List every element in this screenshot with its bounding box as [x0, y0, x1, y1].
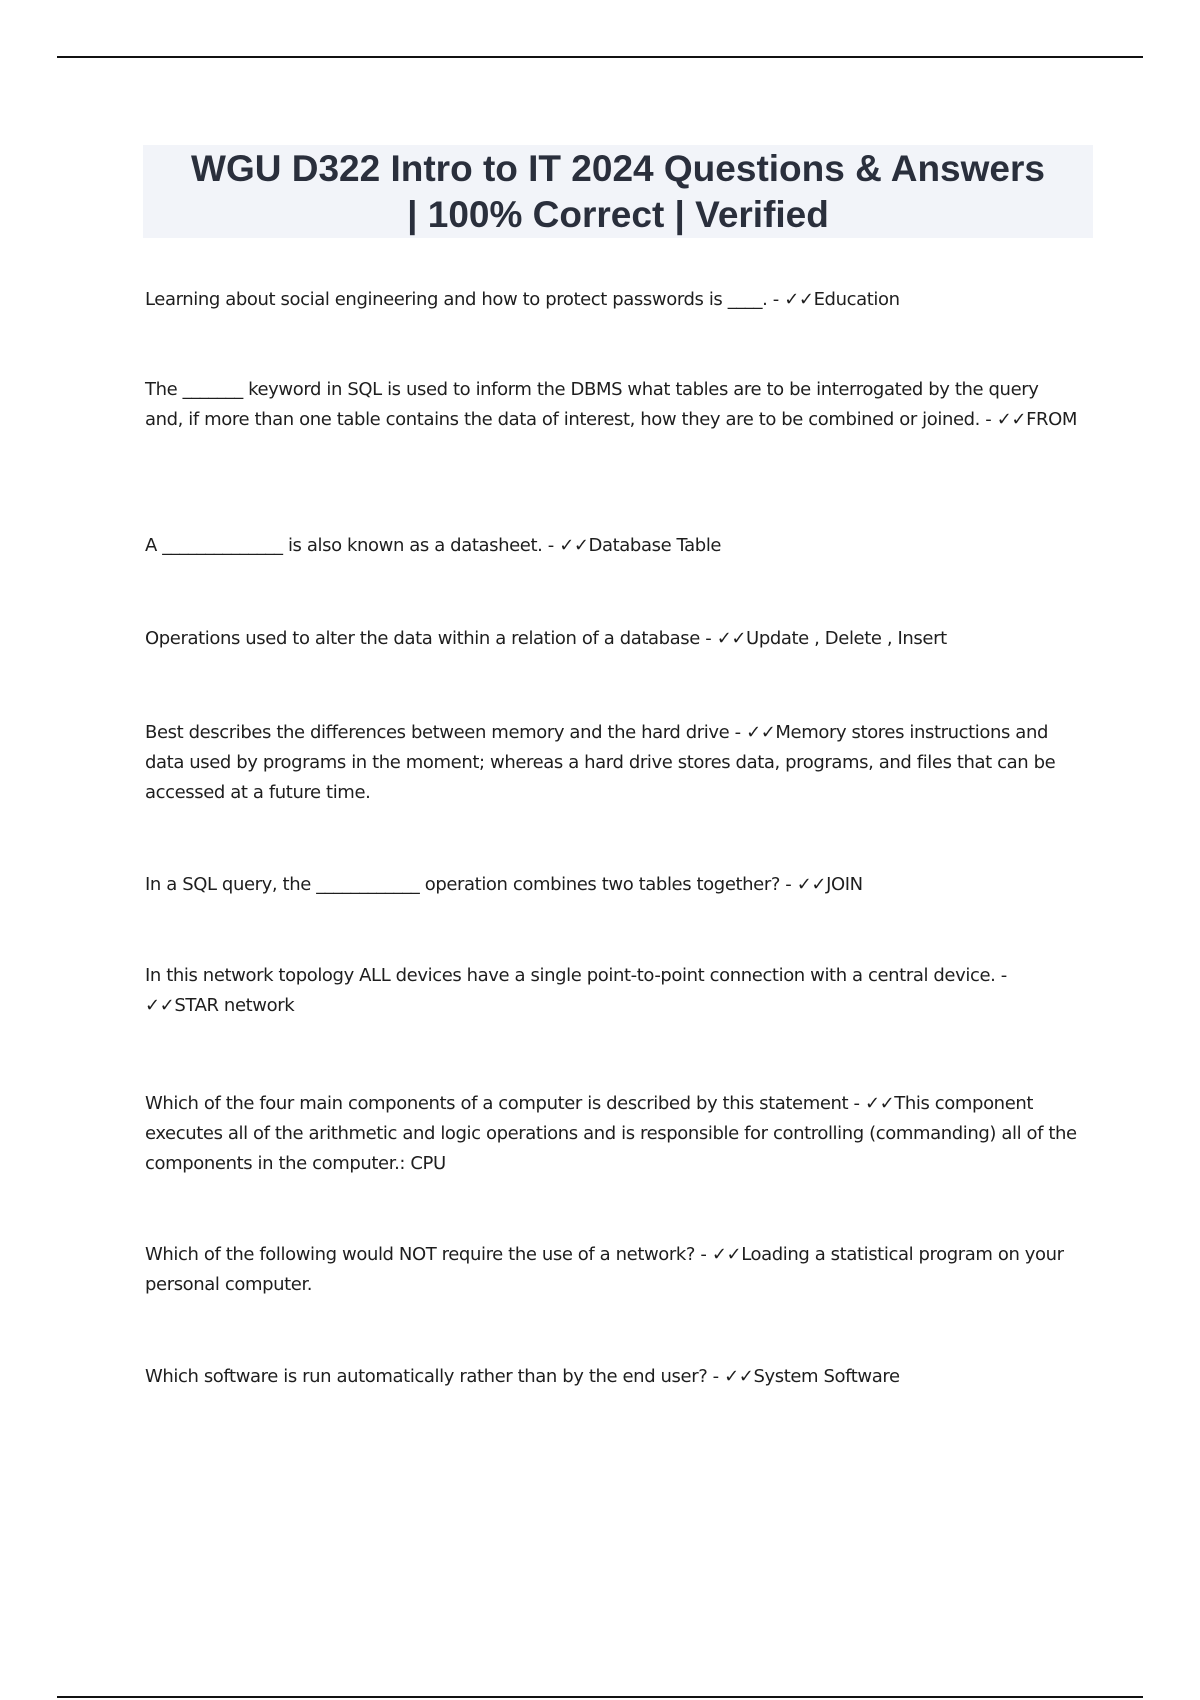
page-title — [191, 146, 1045, 238]
bottom-rule — [57, 1696, 1143, 1698]
question-text: Which software is run automatically rather than by the end user? - — [145, 1366, 725, 1387]
question-text: Operations used to alter the data within a relation of a database - — [145, 628, 717, 649]
question-text: Learning about social engineering and how to protect passwords is ____. - — [145, 289, 785, 310]
answer-text: ✓✓JOIN — [796, 874, 863, 895]
answer-text: ✓✓System Software — [724, 1366, 900, 1387]
qa-item-9 — [145, 1240, 1080, 1300]
answer-text: ✓✓Database Table — [559, 535, 722, 556]
qa-item-4 — [145, 624, 1080, 654]
answer-text: ✓✓This component executes all of the arithmetic and logic operations and is responsible for controlling (commanding) all of the components in the computer.: CPU — [145, 1093, 1077, 1174]
top-rule — [57, 56, 1143, 58]
question-text: Best describes the differences between memory and the hard drive - — [145, 722, 747, 743]
question-text: Which of the following would NOT require the use of a network? - — [145, 1244, 712, 1265]
answer-text: ✓✓Update , Delete , Insert — [716, 628, 947, 649]
qa-item-7 — [145, 961, 1080, 1021]
question-text: Which of the four main components of a computer is described by this statement - — [145, 1093, 865, 1114]
answer-text: ✓✓Education — [784, 289, 900, 310]
title-banner — [143, 145, 1093, 238]
answer-text: ✓✓FROM — [996, 409, 1078, 430]
question-text: A ______________ is also known as a datasheet. - — [145, 535, 560, 556]
qa-item-5 — [145, 718, 1080, 808]
title-line-1: WGU D322 Intro to IT 2024 Questions & Answers — [191, 147, 1045, 189]
qa-item-3 — [145, 531, 1080, 561]
question-text: In a SQL query, the ____________ operation combines two tables together? - — [145, 874, 797, 895]
answer-text: ✓✓Memory stores instructions and data used by programs in the moment; whereas a hard drive stores data, programs, and files that can be accessed at a future time. — [145, 722, 1056, 803]
qa-item-6 — [145, 870, 1080, 900]
question-text: In this network topology ALL devices have a single point-to-point connection with a central device. - — [145, 965, 1007, 986]
answer-text: ✓✓Loading a statistical program on your personal computer. — [145, 1244, 1064, 1295]
qa-item-2 — [145, 375, 1080, 435]
question-text: The _______ keyword in SQL is used to inform the DBMS what tables are to be interrogated by the query and, if more than one table contains the data of interest, how they are to be combined or joined. - — [145, 379, 1039, 430]
title-line-2: | 100% Correct | Verified — [407, 193, 829, 235]
qa-item-10 — [145, 1362, 1080, 1392]
qa-item-1 — [145, 285, 1080, 315]
answer-text: ✓✓STAR network — [145, 995, 295, 1016]
qa-item-8 — [145, 1089, 1080, 1179]
